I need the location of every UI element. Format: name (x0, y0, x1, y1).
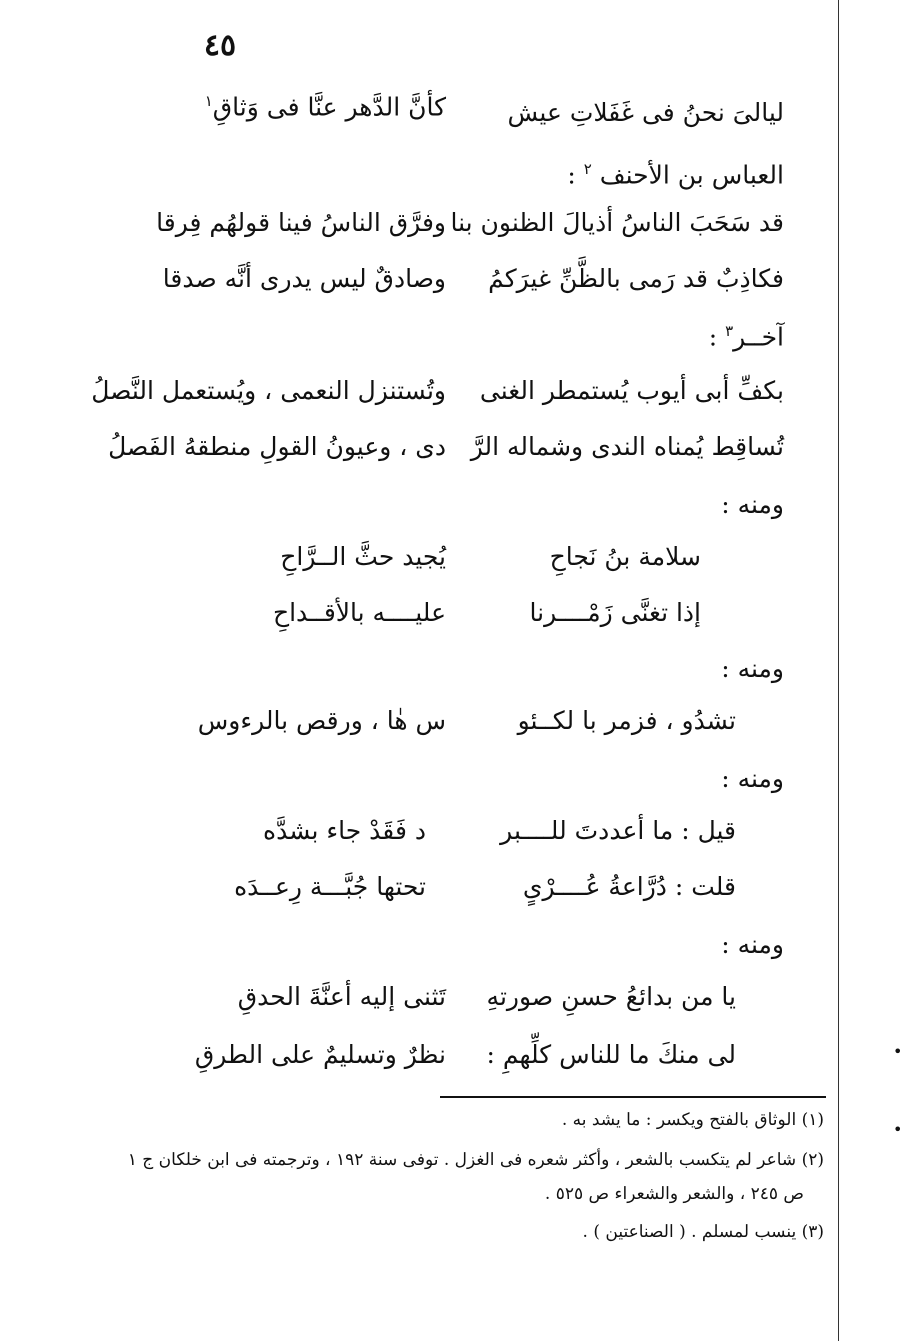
verse-first-hemistich: إذا تغنَّى زَمْــــرنا (529, 598, 701, 627)
footnote-continuation: ص ٢٤٥ ، والشعر والشعراء ص ٥٢٥ . (544, 1184, 804, 1204)
verse-second-hemistich: يُجيد حثَّ الــرَّاحِ (280, 542, 446, 571)
verse-first-hemistich: سلامة بنُ نَجاحِ (549, 542, 701, 571)
verse-second-hemistich (205, 92, 446, 122)
verse-second-hemistich: دى ، وعيونُ القولِ منطقهُ الفَصلُ (108, 432, 446, 461)
section-heading: ومنه : (721, 764, 784, 793)
verse-second-hemistich: نظرٌ وتسليمٌ على الطرقِ (194, 1040, 446, 1069)
verse-second-hemistich: س هٰا ، ورقص بالرءوس (197, 706, 446, 735)
verse-first-hemistich: تُساقِط يُمناه الندى وشماله الرَّ (470, 432, 784, 461)
footnote-marker: ١ (204, 92, 213, 110)
verse-second-hemistich: تَثنى إليه أعنَّةَ الحدقِ (237, 982, 446, 1011)
page-number: ٤٥ (203, 28, 237, 63)
footnote-marker: ٣ (725, 322, 734, 340)
verse-first-hemistich: قيل : ما أعددتَ للــــبر (500, 816, 736, 845)
verse-second-hemistich: وفرَّق الناسُ فينا قولهُم فِرقا (156, 208, 446, 237)
verse-second-hemistich: عليــــه بالأقــداحِ (272, 598, 446, 627)
section-heading: ومنه : (721, 490, 784, 519)
verse-second-hemistich: تحتها جُبَّـــة رِعــدَه (234, 872, 426, 901)
poet-heading (709, 322, 784, 352)
footnote: (٢) شاعر لم يتكسب بالشعر ، وأكثر شعره فى الغزل . توفى سنة ١٩٢ ، وترجمته فى ابن خلكان ج ١ (127, 1150, 824, 1170)
section-heading: ومنه : (721, 930, 784, 959)
footnote: (١) الوثاق بالفتح ويكسر : ما يشد به . (561, 1110, 824, 1130)
poet-name: العباس بن الأحنف (599, 160, 784, 190)
hemistich-text: كأنَّ الدَّهر عنَّا فى وَثاقِ (212, 92, 446, 122)
verse-second-hemistich: وصادقٌ ليس يدرى أنَّه صدقا (162, 264, 446, 293)
heading-colon: : (708, 322, 718, 352)
margin-dot: • (893, 1120, 903, 1139)
verse-first-hemistich: فكاذِبٌ قد رَمى بالظَّنِّ غيرَكمُ (488, 264, 784, 293)
section-heading: ومنه : (721, 654, 784, 683)
verse-second-hemistich: وتُستنزل النعمى ، ويُستعمل النَّصلُ (91, 376, 446, 405)
footnote: (٣) ينسب لمسلم . ( الصناعتين ) . (582, 1222, 824, 1242)
verse-first-hemistich: قلت : دُرَّاعةُ عُــــرْىٍ (522, 872, 736, 901)
verse-first-hemistich: ليالىَ نحنُ فى غَفَلاتِ عيش (507, 98, 784, 127)
footnote-separator (440, 1096, 826, 1098)
margin-dot: • (893, 1042, 903, 1061)
verse-first-hemistich: يا من بدائعُ حسنِ صورتهِ (486, 982, 736, 1011)
footnote-marker: ٢ (583, 160, 592, 178)
verse-first-hemistich: قد سَحَبَ الناسُ أذيالَ الظنون بنا (450, 208, 784, 237)
page-edge-line (838, 0, 839, 1341)
verse-first-hemistich: لى منكَ ما للناس كلِّهمِ : (486, 1040, 736, 1069)
poet-name: آخــر (733, 322, 784, 352)
verse-second-hemistich: د فَقَدْ جاء بشدَّه (262, 816, 426, 845)
poet-heading (567, 160, 784, 190)
verse-first-hemistich: بكفِّ أبى أيوب يُستمطر الغنى (479, 376, 784, 405)
verse-first-hemistich: تشدُو ، فزمر با لكــئو (517, 706, 736, 735)
heading-colon: : (567, 160, 576, 190)
